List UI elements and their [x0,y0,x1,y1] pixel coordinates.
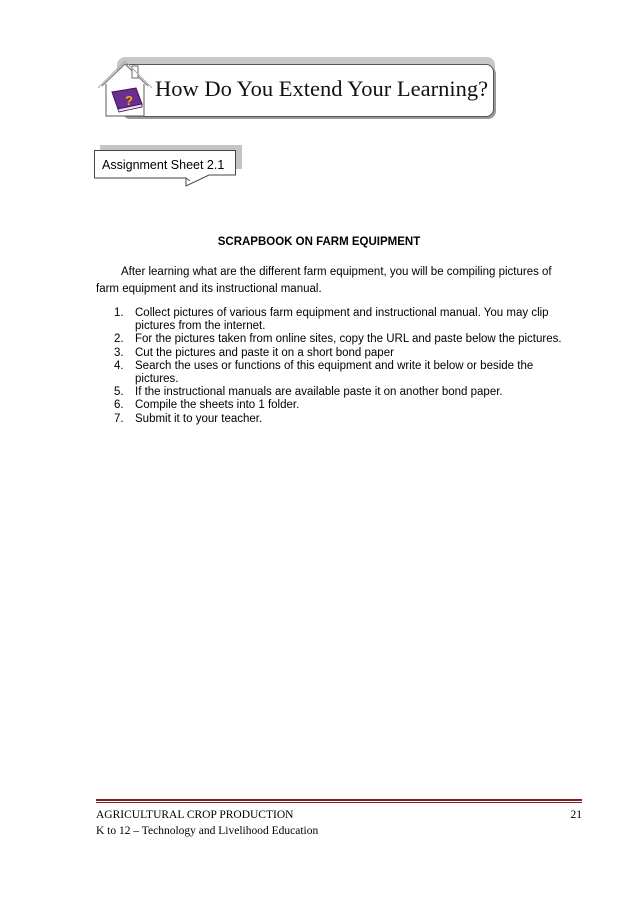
item-number: 4. [114,359,124,372]
page-number: 21 [570,809,582,821]
document-title: SCRAPBOOK ON FARM EQUIPMENT [217,236,421,248]
item-number: 7. [114,412,124,425]
item-number: 3. [114,346,124,359]
item-number: 6. [114,399,124,412]
intro-paragraph-line-2: farm equipment and its instructional manual. [96,283,322,295]
intro-paragraph-line-1: After learning what are the different farm equipment, you will be compiling pictures of [121,266,552,278]
footer-rule [96,799,582,801]
instruction-item [104,333,594,346]
item-number: 2. [114,333,124,346]
footer-rule-thin [96,802,582,803]
item-text: pictures. [135,373,179,386]
footer-course: AGRICULTURAL CROP PRODUCTION [96,809,294,821]
instruction-list [104,307,594,426]
item-text: If the instructional manuals are available paste it on another bond paper. [135,386,503,399]
item-text: pictures from the internet. [135,320,266,333]
footer-program: K to 12 – Technology and Livelihood Education [96,825,319,837]
svg-text:?: ? [125,93,133,108]
instruction-item [104,413,594,426]
instruction-item [104,386,594,399]
book-house-icon [96,58,154,120]
instruction-item [104,360,594,386]
item-text: Cut the pictures and paste it on a short bond paper [135,346,394,359]
item-text: For the pictures taken from online sites, copy the URL and paste below the pictures. [135,333,562,346]
item-text: Collect pictures of various farm equipment and instructional manual. You may clip [135,307,549,319]
assignment-label: Assignment Sheet 2.1 [102,158,225,172]
item-number: 1. [114,307,124,319]
item-number: 5. [114,386,124,399]
section-title: How Do You Extend Your Learning? [155,76,489,101]
item-text: Compile the sheets into 1 folder. [135,399,300,412]
item-text: Search the uses or functions of this equipment and write it below or beside the [135,359,534,372]
instruction-item [104,399,594,412]
instruction-item [104,307,594,333]
instruction-item [104,347,594,360]
item-text: Submit it to your teacher. [135,412,263,425]
